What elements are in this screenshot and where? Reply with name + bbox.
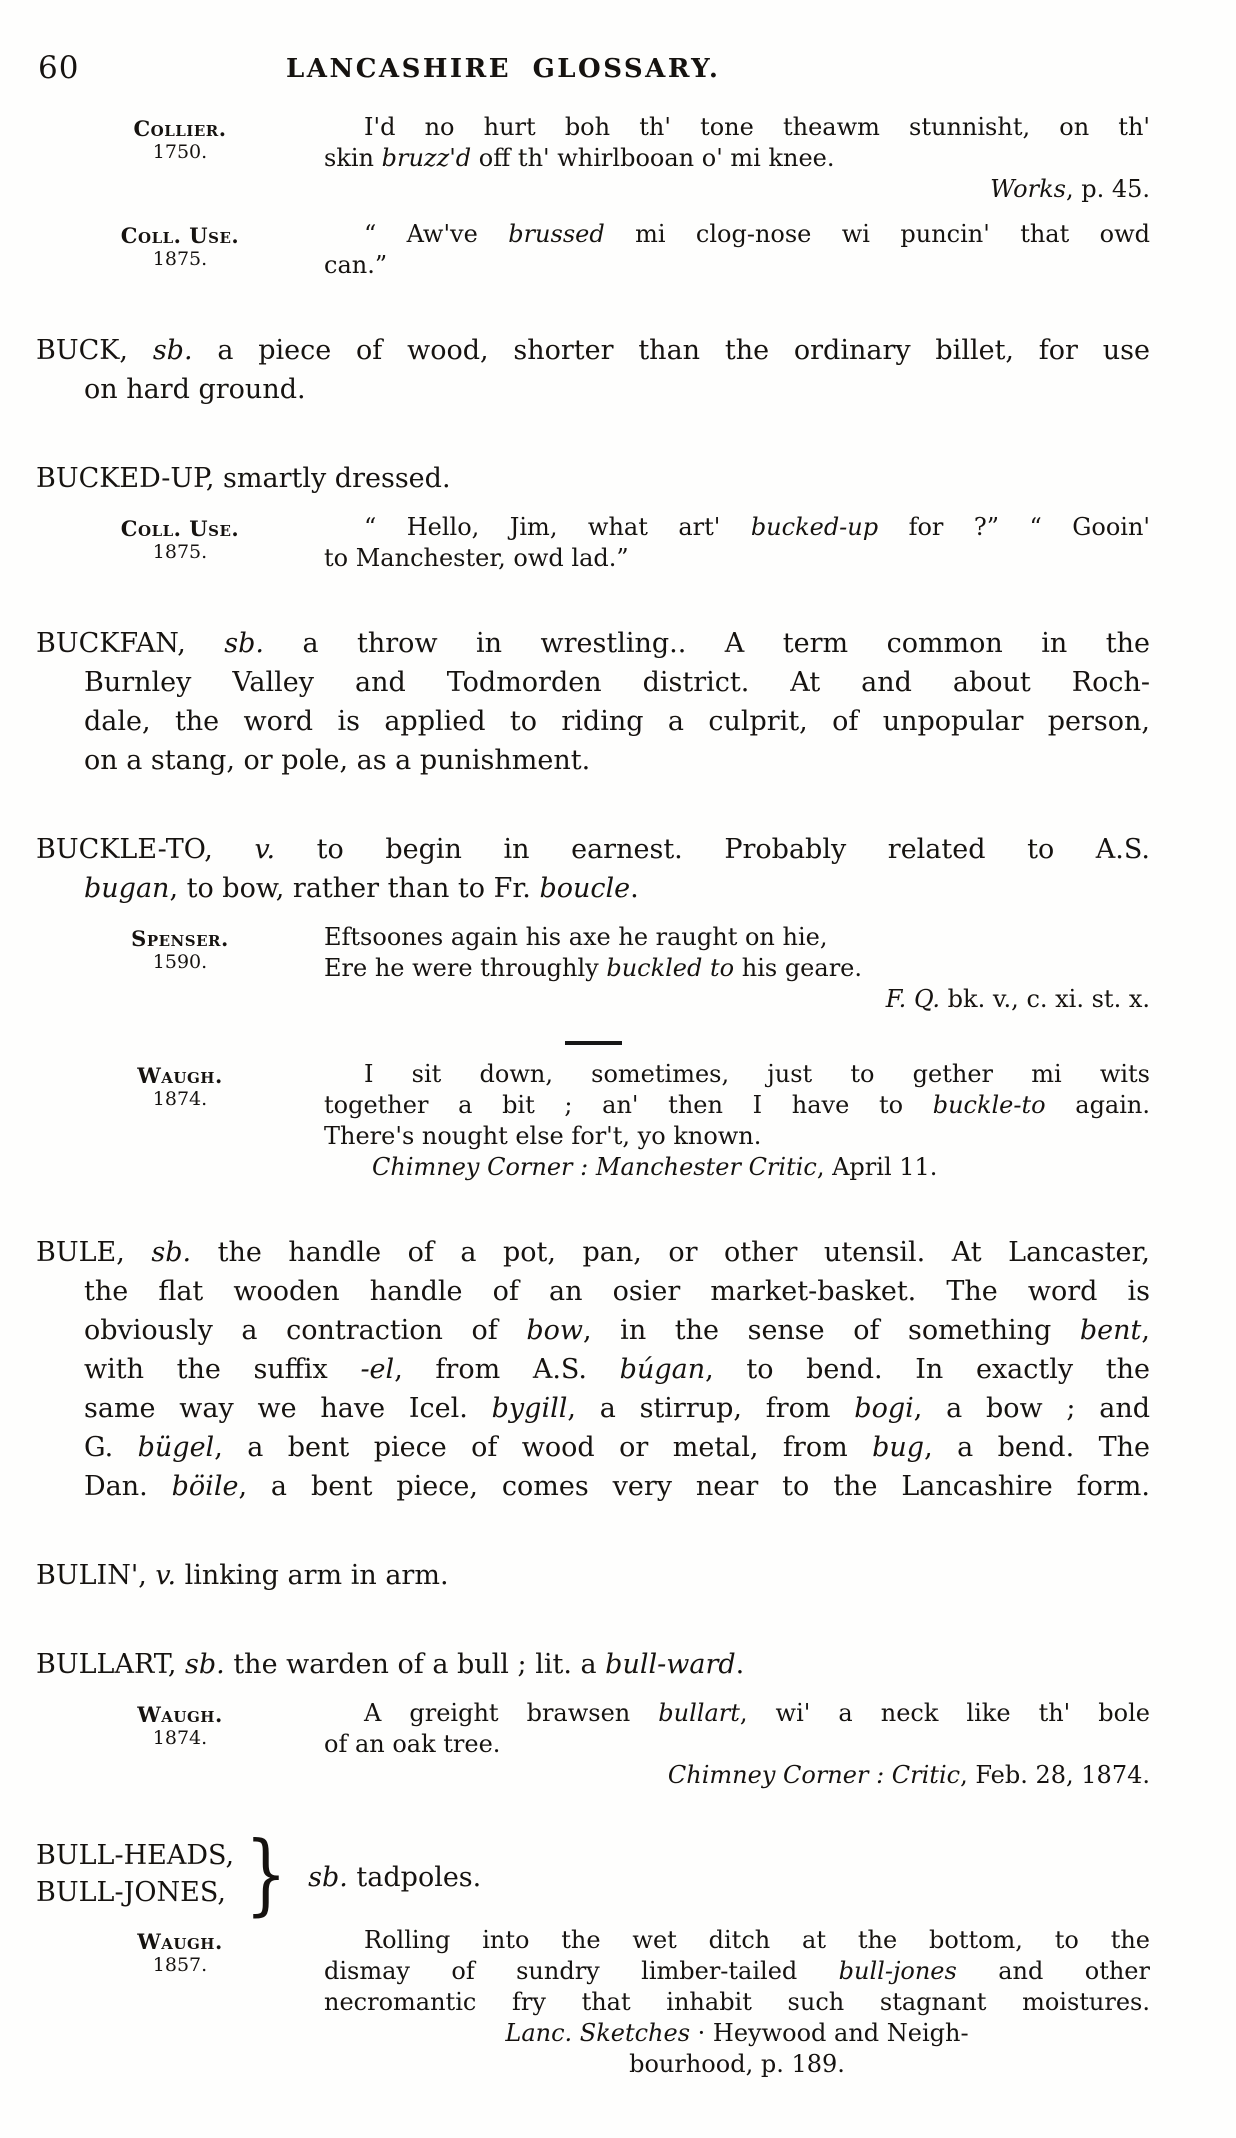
- running-title: LANCASHIRE GLOSSARY.: [286, 54, 721, 84]
- quote-column: [324, 1698, 1150, 1791]
- headword: BULL-HEADS,: [36, 1840, 235, 1871]
- quote-column: [324, 112, 1150, 205]
- citation-year: 1750.: [152, 141, 208, 163]
- citation-column: [36, 1059, 324, 1183]
- citation-quote-block: [36, 112, 1150, 205]
- page-header: [36, 46, 1150, 94]
- entry-line: [36, 830, 1150, 869]
- glossary-entry-braced: [36, 1822, 1150, 1925]
- quote-line: [324, 1698, 1150, 1729]
- italic-term: buckle-to: [932, 1091, 1046, 1119]
- citation-author: Coll. Use.: [120, 516, 240, 541]
- text-run: a piece of wood, shorter than the ordinary billet, for use: [192, 335, 1150, 366]
- source-citation: [324, 2049, 1150, 2080]
- quote-line: [324, 112, 1150, 143]
- text-run: , Feb. 28, 1874.: [960, 1761, 1150, 1789]
- text-run: Burnley Valley and Todmorden district. At and about Roch-: [84, 667, 1150, 698]
- entry-line: [84, 663, 1150, 702]
- text-run: Eftsoones again his axe he raught on hie,: [324, 923, 828, 951]
- quote-line: [324, 543, 1150, 574]
- source-citation: [324, 2018, 1150, 2049]
- text-run: on hard ground.: [84, 374, 306, 405]
- italic-term: -el: [360, 1354, 395, 1385]
- glossary-entry: [36, 459, 1150, 498]
- text-run: , in the sense of something: [583, 1315, 1080, 1346]
- text-run: for ?” “ Gooin': [878, 513, 1150, 541]
- italic-term: sb.: [224, 628, 264, 659]
- entry-line: [84, 1428, 1150, 1467]
- glossary-entry: [36, 830, 1150, 908]
- quote-line: [324, 1925, 1150, 1956]
- entry-line: [84, 1389, 1150, 1428]
- text-run: a throw in wrestling.. A term common in the: [264, 628, 1150, 659]
- text-run: There's nought else for't, yo known.: [324, 1122, 762, 1150]
- text-run: BUCKED-UP, smartly dressed.: [36, 463, 451, 494]
- entry-line: [36, 331, 1150, 370]
- italic-term: bug: [872, 1432, 925, 1463]
- italic-term: Lanc. Sketches: [505, 2019, 691, 2047]
- text-run: the handle of a pot, pan, or other utensil. At Lancaster,: [191, 1237, 1150, 1268]
- italic-term: bull-ward: [605, 1649, 736, 1680]
- quote-line: [324, 1059, 1150, 1090]
- citation-column: [36, 1698, 324, 1791]
- text-run: on a stang, or pole, as a punishment.: [84, 745, 591, 776]
- citation-column: [36, 219, 324, 281]
- citation-quote-block: [36, 1698, 1150, 1791]
- text-run: .: [630, 873, 639, 904]
- page-body: [36, 112, 1150, 2080]
- italic-term: v.: [254, 834, 276, 865]
- text-run: , a bow ; and: [913, 1393, 1151, 1424]
- text-run: , April 11.: [816, 1153, 938, 1181]
- quote-line: [324, 1121, 1150, 1152]
- text-run: and other: [956, 1957, 1150, 1985]
- entry-line: [36, 1233, 1150, 1272]
- text-run: Dan.: [84, 1471, 172, 1502]
- italic-term: F. Q.: [885, 985, 941, 1013]
- text-run: “ Hello, Jim, what art': [364, 513, 751, 541]
- citation-quote-block: [36, 219, 1150, 281]
- headword: BULL-JONES,: [36, 1877, 226, 1908]
- text-run: dale, the word is applied to riding a culprit, of unpopular person,: [84, 706, 1150, 737]
- entry-line: [36, 624, 1150, 663]
- text-run: the warden of a bull ; lit. a: [224, 1649, 606, 1680]
- entry-line: [84, 702, 1150, 741]
- quote-line: [324, 512, 1150, 543]
- text-run: necromantic fry that inhabit such stagnant moistures.: [324, 1988, 1150, 2016]
- italic-term: bull-jones: [838, 1957, 957, 1985]
- text-run: G.: [84, 1432, 138, 1463]
- italic-term: boucle: [539, 873, 631, 904]
- text-run: again.: [1045, 1091, 1150, 1119]
- citation-column: [36, 1925, 324, 2080]
- quote-line: [324, 1987, 1150, 2018]
- italic-term: buckled to: [606, 954, 735, 982]
- text-run: linking arm in arm.: [176, 1560, 449, 1591]
- italic-term: sb.: [185, 1649, 225, 1680]
- quote-column: [324, 512, 1150, 574]
- text-run: obviously a contraction of: [84, 1315, 527, 1346]
- italic-term: bruzz'd: [381, 144, 472, 172]
- text-run: mi clog-nose wi puncin' that owd: [604, 220, 1150, 248]
- text-run: “ Aw've: [364, 220, 509, 248]
- glossary-entry: [36, 1233, 1150, 1506]
- text-run: bk. v., c. xi. st. x.: [940, 985, 1150, 1013]
- entry-line: [84, 1272, 1150, 1311]
- citation-author: Spenser.: [131, 926, 229, 951]
- text-run: to begin in earnest. Probably related to A.S.: [275, 834, 1150, 865]
- citation-year: 1875.: [152, 541, 208, 563]
- text-run: , to bend. In exactly the: [705, 1354, 1150, 1385]
- source-citation: [324, 174, 1150, 205]
- text-run: I sit down, sometimes, just to gether mi wits: [364, 1060, 1150, 1088]
- quote-line: [324, 1090, 1150, 1121]
- headword-list: [36, 1837, 234, 1911]
- citation-column: [36, 112, 324, 205]
- glossary-entry: [36, 624, 1150, 780]
- source-citation: [324, 984, 1150, 1015]
- text-run: can.”: [324, 251, 388, 279]
- entry-line: [84, 1311, 1150, 1350]
- italic-term: sb.: [151, 1237, 192, 1268]
- quote-column: [324, 1059, 1150, 1183]
- italic-term: böile: [171, 1471, 239, 1502]
- entry-line: [36, 1645, 1150, 1684]
- citation-quote-block: [36, 1925, 1150, 2080]
- italic-term: bugan: [84, 873, 170, 904]
- text-run: A greight brawsen: [364, 1699, 659, 1727]
- section-divider-rule: [565, 1041, 622, 1045]
- entry-line: [84, 1467, 1150, 1506]
- italic-term: Chimney Corner : Manchester Critic: [372, 1153, 817, 1181]
- italic-term: bent: [1079, 1315, 1142, 1346]
- page-number: 60: [38, 50, 80, 86]
- entry-line: [84, 1350, 1150, 1389]
- citation-year: 1875.: [152, 248, 208, 270]
- citation-author: Waugh.: [137, 1063, 223, 1088]
- entry-line: [84, 869, 1150, 908]
- citation-year: 1874.: [152, 1088, 208, 1110]
- text-run: dismay of sundry limber-tailed: [324, 1957, 839, 1985]
- text-run: BUCK,: [36, 335, 153, 366]
- text-run: , from A.S.: [394, 1354, 620, 1385]
- text-run: skin: [324, 144, 382, 172]
- source-citation: [372, 1152, 1150, 1183]
- glossary-entry: [36, 1556, 1150, 1595]
- italic-term: bow: [526, 1315, 584, 1346]
- italic-term: bygill: [491, 1393, 568, 1424]
- italic-term: bügel: [137, 1432, 215, 1463]
- text-run: together a bit ; an' then I have to: [324, 1091, 933, 1119]
- text-run: , a bent piece, comes very near to the Lancashire form.: [238, 1471, 1150, 1502]
- italic-term: búgan: [619, 1354, 706, 1385]
- quote-line: [324, 1729, 1150, 1760]
- text-run: Rolling into the wet ditch at the bottom, to the: [364, 1926, 1150, 1954]
- citation-year: 1874.: [152, 1727, 208, 1749]
- entry-line: [36, 459, 1150, 498]
- quote-line: [324, 953, 1150, 984]
- citation-column: [36, 922, 324, 1015]
- citation-quote-block: [36, 1059, 1150, 1183]
- italic-term: sb.: [152, 335, 193, 366]
- quote-line: [324, 143, 1150, 174]
- entry-definition: [308, 1856, 481, 1893]
- brace-icon: }: [245, 1822, 288, 1925]
- text-run: BULLART,: [36, 1649, 186, 1680]
- text-run: Ere he were throughly: [324, 954, 607, 982]
- text-run: same way we have Icel.: [84, 1393, 492, 1424]
- text-run: of an oak tree.: [324, 1730, 501, 1758]
- text-run: , a stirrup, from: [567, 1393, 855, 1424]
- text-run: his geare.: [734, 954, 862, 982]
- italic-term: Works: [990, 175, 1066, 203]
- citation-column: [36, 512, 324, 574]
- quote-line: [324, 219, 1150, 250]
- citation-author: Waugh.: [137, 1702, 223, 1727]
- text-run: BUCKLE-TO,: [36, 834, 255, 865]
- glossary-entry: [36, 1645, 1150, 1684]
- quote-line: [324, 922, 1150, 953]
- quote-line: [324, 250, 1150, 281]
- text-run: , to bow, rather than to Fr.: [169, 873, 540, 904]
- text-run: to Manchester, owd lad.”: [324, 544, 629, 572]
- citation-author: Coll. Use.: [120, 223, 240, 248]
- text-run: I'd no hurt boh th' tone theawm stunnisht, on th': [364, 113, 1150, 141]
- text-run: the flat wooden handle of an osier market-basket. The word is: [84, 1276, 1150, 1307]
- quote-column: [324, 1925, 1150, 2080]
- text-run: BULIN',: [36, 1560, 156, 1591]
- italic-term: bullart: [658, 1699, 740, 1727]
- citation-quote-block: [36, 922, 1150, 1015]
- entry-line: [84, 741, 1150, 780]
- text-run: BUCKFAN,: [36, 628, 225, 659]
- citation-year: 1857.: [152, 1954, 208, 1976]
- text-run: , p. 45.: [1065, 175, 1150, 203]
- source-citation: [324, 1760, 1150, 1791]
- italic-term: sb.: [308, 1861, 348, 1893]
- text-run: tadpoles.: [347, 1861, 482, 1893]
- entry-line: [36, 1556, 1150, 1595]
- text-run: BULE,: [36, 1237, 152, 1268]
- quote-column: [324, 922, 1150, 1015]
- italic-term: Chimney Corner : Critic: [667, 1761, 961, 1789]
- text-run: bourhood, p. 189.: [629, 2050, 845, 2078]
- italic-term: bogi: [854, 1393, 914, 1424]
- citation-author: Waugh.: [137, 1929, 223, 1954]
- text-run: · Heywood and Neigh-: [690, 2019, 969, 2047]
- citation-year: 1590.: [152, 951, 208, 973]
- text-run: , a bend. The: [924, 1432, 1150, 1463]
- text-run: , wi' a neck like th' bole: [739, 1699, 1150, 1727]
- italic-term: bucked-up: [750, 513, 879, 541]
- text-run: , a bent piece of wood or metal, from: [214, 1432, 873, 1463]
- entry-line: [84, 370, 1150, 409]
- glossary-entry: [36, 331, 1150, 409]
- text-run: with the suffix: [84, 1354, 361, 1385]
- italic-term: brussed: [508, 220, 605, 248]
- citation-author: Collier.: [133, 116, 227, 141]
- text-run: off th' whirlbooan o' mi knee.: [471, 144, 835, 172]
- italic-term: v.: [155, 1560, 177, 1591]
- text-run: ,: [1141, 1315, 1150, 1346]
- citation-quote-block: [36, 512, 1150, 574]
- quote-column: [324, 219, 1150, 281]
- text-run: .: [735, 1649, 745, 1680]
- quote-line: [324, 1956, 1150, 1987]
